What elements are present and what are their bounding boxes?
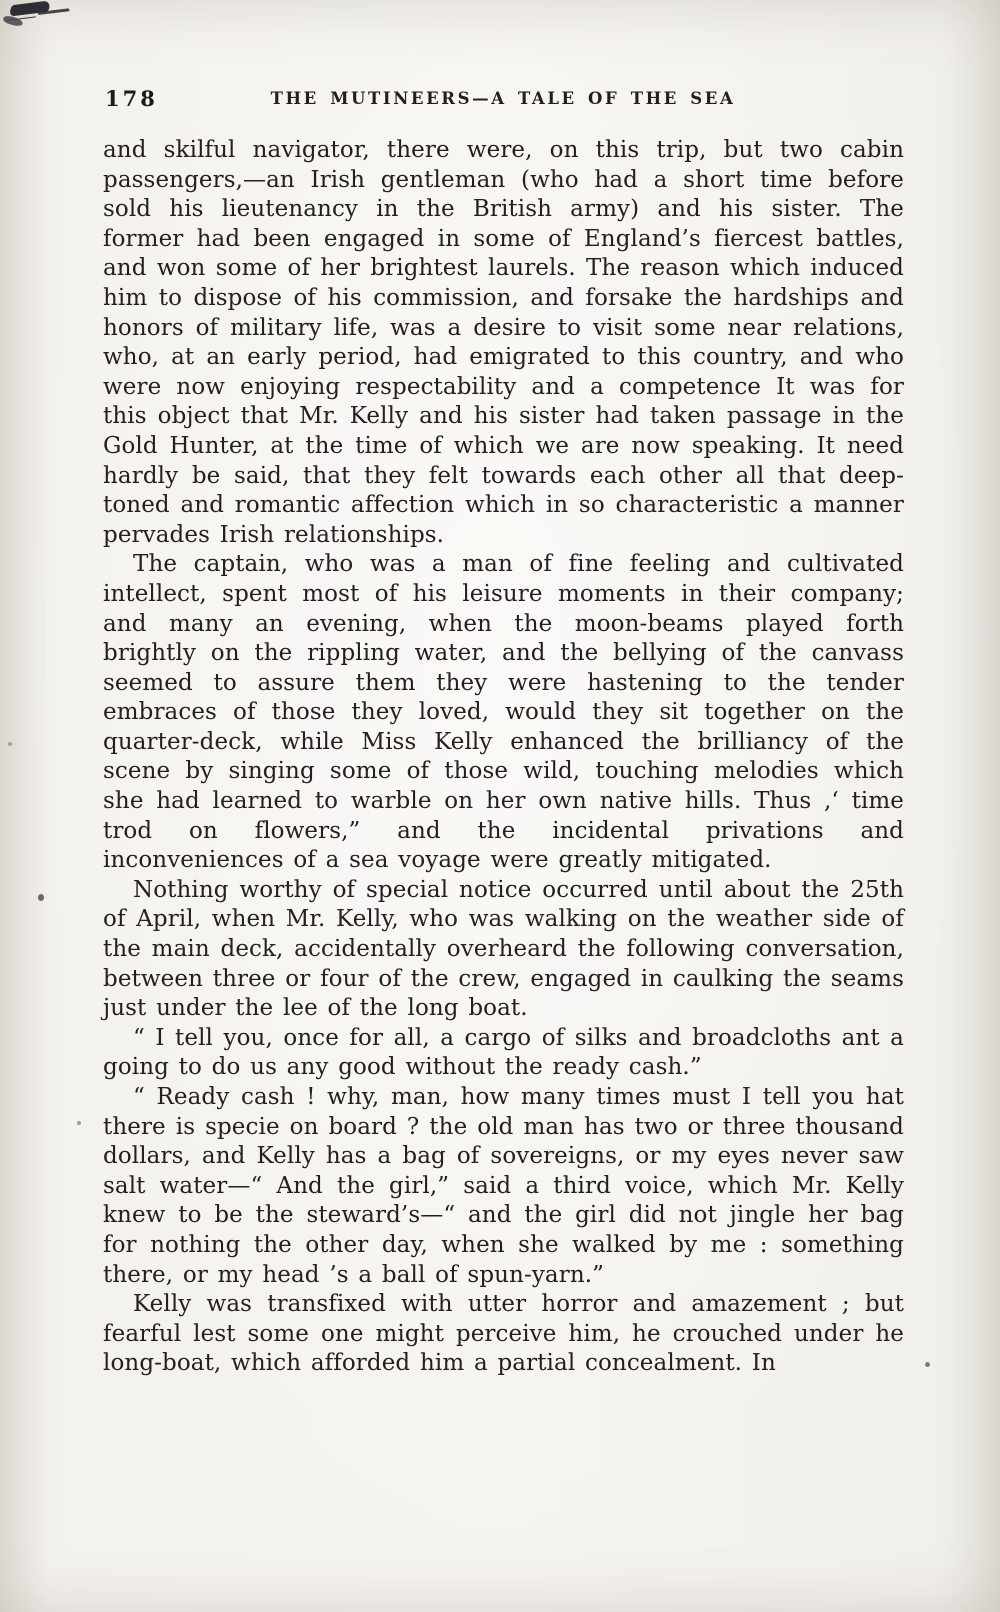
paragraph: The captain, who was a man of fine feeling and cultivated intellect, spent most of his leisure moments in their company; and many an evening, when the moon-beams played forth brightly on the rippling water, and the bellying of the canvass seemed to assure them they were hastening to the tender embraces of those they loved, would they sit together on the quarter-deck, while Miss Kelly enhanced the brilliancy of the scene by singing some of those wild, touching melodies which she had learned to warble on her own native hills. Thus ,‘ time trod on flowers,” and the incidental privations and inconveniences of a sea voyage were greatly mitigated. <box>103 551 904 874</box>
scan-speck <box>38 894 44 901</box>
paragraph: Nothing worthy of special notice occurred until about the 25th of April, when Mr. Kelly, who was walking on the weather side of the main deck, accidentally overheard the following conversation, between three or four of the crew, engaged in caulking the seams just under the lee of the long boat. <box>103 876 904 1022</box>
running-title: THE MUTINEERS—A TALE OF THE SEA <box>270 89 736 108</box>
paragraph-continuation: and skilful navigator, there were, on this trip, but two cabin passengers,—an Irish gentleman (who had a short time before sold his lieutenancy in the British army) and his sister. The former had been engaged in some of England’s fiercest battles, and won some of her brightest laurels. The reason which induced him to dispose of his commission, and forsake the hardships and honors of military life, was a desire to visit some near relations, who, at an early period, had emigrated to this country, and who were now enjoying respectability and a competence It was for this object that Mr. Kelly and his sister had taken passage in the Gold Hunter, at the time of which we are now speaking. It need hardly be said, that they felt towards each other all that deep-toned and romantic affection which in so characteristic a manner pervades Irish relationships. <box>103 137 904 548</box>
page-header <box>103 86 903 112</box>
scan-speck <box>8 742 12 746</box>
scan-artifact <box>0 0 110 46</box>
scan-speck <box>77 1121 81 1125</box>
scan-speck <box>925 1362 930 1367</box>
scan-smudge <box>2 15 23 28</box>
page-number: 178 <box>105 86 158 111</box>
paragraph-dialogue: “ I tell you, once for all, a cargo of silks and broadcloths ant a going to do us any good without the ready cash.” <box>103 1024 904 1081</box>
page-body <box>103 136 904 1379</box>
paragraph: Kelly was transfixed with utter horror and amazement ; but fearful lest some one might perceive him, he crouched under he long-boat, which afforded him a partial concealment. In <box>103 1291 904 1377</box>
scan-smudge <box>8 0 51 16</box>
paragraph-dialogue: “ Ready cash ! why, man, how many times must I tell you hat there is specie on board ? the old man has two or three thousand dollars, and Kelly has a bag of sovereigns, or my eyes never saw salt water—“ And the girl,” said a third voice, which Mr. Kelly knew to be the steward’s—“ and the girl did not jingle her bag for nothing the other day, when she walked by me : something there, or my head ’s a ball of spun-yarn.” <box>103 1084 904 1288</box>
